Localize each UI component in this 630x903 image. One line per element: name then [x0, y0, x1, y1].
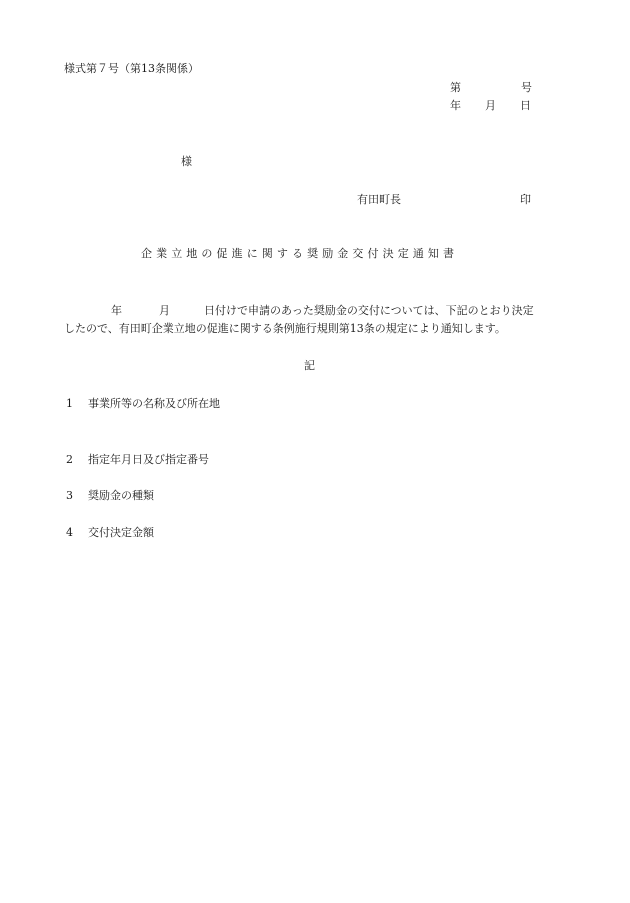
document-number-label: 第: [450, 81, 461, 94]
date-day-label: 日: [520, 99, 531, 112]
seal-mark: 印: [520, 193, 531, 206]
item-number: 1: [66, 397, 73, 410]
item-number: 2: [66, 453, 73, 466]
item-number: 3: [66, 489, 73, 502]
form-number: 様式第７号（第13条関係）: [64, 62, 199, 75]
list-item: [66, 454, 209, 465]
body-year-label: 年: [111, 304, 122, 317]
item-label: 奨励金の種類: [88, 489, 154, 502]
list-item: [66, 527, 154, 538]
date-month-label: 月: [485, 99, 496, 112]
body-line-1-text: 日付けで申請のあった奨励金の交付については、下記のとおり決定: [204, 304, 534, 317]
issuer-name: 有田町長: [357, 193, 401, 206]
item-label: 事業所等の名称及び所在地: [88, 397, 220, 410]
document-title: 企業立地の促進に関する奨励金交付決定通知書: [141, 247, 459, 260]
body-month-label: 月: [159, 304, 170, 317]
document-number-suffix: 号: [521, 81, 532, 94]
item-number: 4: [66, 526, 73, 539]
item-label: 指定年月日及び指定番号: [88, 453, 209, 466]
recipient-honorific: 様: [181, 155, 192, 168]
list-item: [66, 490, 154, 501]
ki-heading: 記: [304, 359, 315, 372]
body-paragraph-line-2: したので、有田町企業立地の促進に関する条例施行規則第13条の規定により通知します。: [64, 322, 506, 335]
item-label: 交付決定金額: [88, 526, 154, 539]
date-year-label: 年: [450, 99, 461, 112]
list-item: [66, 398, 220, 409]
